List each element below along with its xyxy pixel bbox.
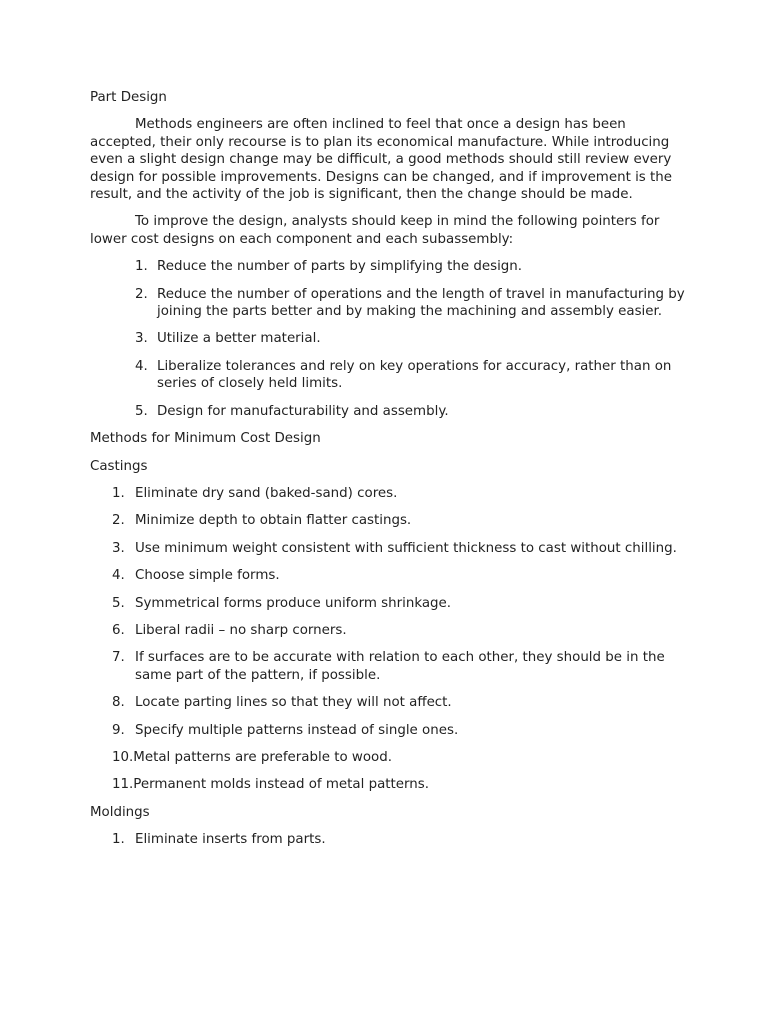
list-item	[90, 622, 690, 639]
list-item	[90, 258, 690, 275]
list-item-text: Symmetrical forms produce uniform shrinkage.	[135, 595, 452, 611]
list-item-number: 2.	[135, 286, 148, 302]
list-item-text: Eliminate dry sand (baked-sand) cores.	[135, 485, 398, 501]
list-item-number: 9.	[112, 722, 125, 738]
heading-part-design: Part Design	[90, 90, 167, 105]
list-item-number: 2.	[112, 513, 125, 529]
list-item-text: Design for manufacturability and assembly.	[157, 403, 449, 419]
list-item	[90, 485, 690, 502]
heading-moldings: Moldings	[90, 804, 150, 820]
list-item	[90, 330, 690, 347]
list-item-text: Liberal radii – no sharp corners.	[135, 622, 347, 638]
design-pointers-list	[90, 258, 690, 420]
list-item-text: Liberalize tolerances and rely on key operations for accuracy, rather than on series of closely held limits.	[157, 358, 672, 392]
list-item	[90, 286, 690, 321]
paragraph-pointers-intro: To improve the design, analysts should keep in mind the following pointers for lower cost designs on each component and each subassembly:	[90, 214, 660, 247]
list-item-number: 5.	[112, 595, 125, 611]
list-item-text: Utilize a better material.	[157, 331, 321, 347]
list-item-number: 3.	[135, 331, 148, 347]
heading-methods-min-cost: Methods for Minimum Cost Design	[90, 431, 321, 447]
list-item-text: Permanent molds instead of metal patterns.	[133, 777, 430, 793]
document-page	[90, 89, 690, 859]
list-item-number: 7.	[112, 650, 125, 666]
list-item-text: Reduce the number of operations and the length of travel in manufacturing by joining the parts better and by making the machining and assembly easier.	[157, 286, 685, 320]
list-item-text: Minimize depth to obtain flatter castings.	[135, 513, 412, 529]
list-item-number: 1.	[112, 485, 125, 501]
list-item-text: Locate parting lines so that they will not affect.	[135, 695, 452, 711]
list-item-number: 11.	[112, 777, 134, 793]
list-item	[90, 403, 690, 420]
paragraph-intro: Methods engineers are often inclined to feel that once a design has been accepted, their only recourse is to plan its economical manufacture. While introducing even a slight design change may be difficult, a good methods should still review every design for possible improvements. Designs can be changed, and if improvement is the result, and the activity of the job is significant, then the change should be made.	[90, 117, 673, 203]
list-item	[90, 831, 690, 848]
list-item	[90, 567, 690, 584]
list-item-number: 3.	[112, 540, 125, 556]
list-item-number: 8.	[112, 695, 125, 711]
list-item	[90, 694, 690, 711]
list-item	[90, 776, 690, 793]
list-item	[90, 722, 690, 739]
list-item-number: 4.	[112, 568, 125, 584]
list-item-text: Use minimum weight consistent with sufficient thickness to cast without chilling.	[135, 540, 677, 556]
list-item	[90, 749, 690, 766]
list-item	[90, 595, 690, 612]
list-item-text: If surfaces are to be accurate with relation to each other, they should be in the same part of the pattern, if possible.	[135, 650, 665, 683]
list-item-number: 1.	[135, 259, 148, 275]
list-item-number: 10.	[112, 749, 134, 765]
list-item	[90, 512, 690, 529]
list-item-number: 5.	[135, 403, 148, 419]
list-item	[90, 358, 690, 393]
list-item-number: 4.	[135, 358, 148, 374]
list-item	[90, 540, 690, 557]
list-item-text: Metal patterns are preferable to wood.	[133, 749, 392, 765]
moldings-list	[90, 831, 690, 848]
list-item-number: 1.	[112, 832, 125, 848]
list-item-text: Specify multiple patterns instead of single ones.	[135, 722, 459, 738]
list-item-number: 6.	[112, 622, 125, 638]
list-item-text: Eliminate inserts from parts.	[135, 832, 326, 848]
list-item-text: Choose simple forms.	[135, 568, 280, 584]
list-item	[90, 649, 690, 684]
castings-list	[90, 485, 690, 794]
heading-castings: Castings	[90, 458, 148, 474]
list-item-text: Reduce the number of parts by simplifying the design.	[157, 259, 523, 275]
